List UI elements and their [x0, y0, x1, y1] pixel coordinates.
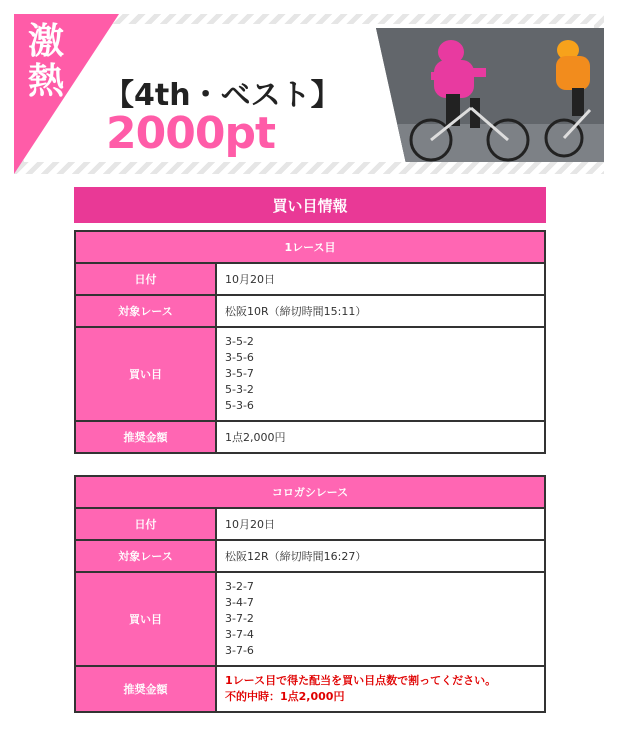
- table-header-row: [75, 476, 545, 508]
- pick-item: 3-4-7: [225, 596, 254, 609]
- pick-item: 3-5-2: [225, 335, 254, 348]
- banner-title: 【4th・ベスト】: [104, 78, 341, 113]
- pick-item: 5-3-6: [225, 399, 254, 412]
- date-label: 日付: [75, 508, 216, 540]
- table-header-row: [75, 231, 545, 263]
- pick-item: 3-2-7: [225, 580, 254, 593]
- date-label: 日付: [75, 263, 216, 295]
- pick-item: 3-7-6: [225, 644, 254, 657]
- table-row: [75, 295, 545, 327]
- race2-header: コロガシレース: [75, 476, 545, 508]
- pick-item: 3-7-2: [225, 612, 254, 625]
- race1-table: [74, 230, 546, 454]
- race-value: 松阪12R（締切時間16:27）: [216, 540, 545, 572]
- table-row: [75, 666, 545, 712]
- date-value: 10月20日: [216, 263, 545, 295]
- cyclists-illustration: [376, 28, 604, 162]
- race1-header: 1レース目: [75, 231, 545, 263]
- race-label: 対象レース: [75, 540, 216, 572]
- amount-note: 1レース目で得た配当を買い目点数で割ってください。: [225, 674, 497, 687]
- pick-item: 3-5-6: [225, 351, 254, 364]
- pick-item: 3-5-7: [225, 367, 254, 380]
- table-row: [75, 540, 545, 572]
- picks-label: 買い目: [75, 572, 216, 666]
- race2-table: [74, 475, 546, 713]
- amount-label: 推奨金額: [75, 666, 216, 712]
- amount-label: 推奨金額: [75, 421, 216, 453]
- table-row: [75, 421, 545, 453]
- picks-list: [216, 572, 545, 666]
- table-row: [75, 327, 545, 421]
- amount-notes: [216, 666, 545, 712]
- banner-points: 2000pt: [106, 108, 275, 159]
- table-row: [75, 263, 545, 295]
- banner-badge: 激熱: [27, 21, 64, 102]
- pick-item: 5-3-2: [225, 383, 254, 396]
- amount-fallback: 不的中時：1点2,000円: [225, 690, 345, 703]
- race-value: 松阪10R（締切時間15:11）: [216, 295, 545, 327]
- cyclists-photo: [376, 28, 604, 162]
- section-title: 買い目情報: [74, 187, 546, 223]
- race-label: 対象レース: [75, 295, 216, 327]
- table-row: [75, 572, 545, 666]
- amount-value: 1点2,000円: [216, 421, 545, 453]
- promo-banner: [14, 14, 604, 174]
- picks-list: [216, 327, 545, 421]
- pick-item: 3-7-4: [225, 628, 254, 641]
- picks-label: 買い目: [75, 327, 216, 421]
- table-row: [75, 508, 545, 540]
- date-value: 10月20日: [216, 508, 545, 540]
